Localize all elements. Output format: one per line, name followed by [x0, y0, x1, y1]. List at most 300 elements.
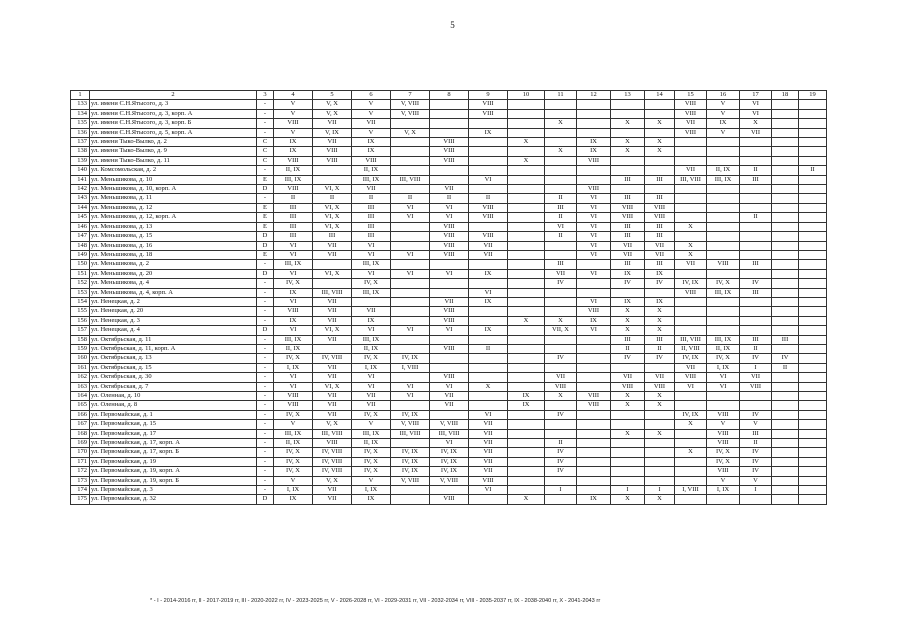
table-cell: X [675, 241, 707, 250]
table-cell: VI [430, 269, 469, 278]
table-cell: VIII [577, 401, 611, 410]
table-cell [707, 185, 740, 194]
table-cell [391, 156, 430, 165]
table-cell: VI [352, 250, 391, 259]
table-cell: - [257, 373, 274, 382]
table-cell: IX [508, 392, 545, 401]
table-cell: VI [740, 109, 772, 118]
table-cell [577, 119, 611, 128]
table-cell: VI [469, 175, 508, 184]
row-number-cell: 170 [71, 448, 90, 457]
table-cell [508, 297, 545, 306]
table-cell: III [645, 335, 675, 344]
table-cell: VII [430, 297, 469, 306]
table-row [71, 138, 827, 147]
table-cell: III [352, 213, 391, 222]
table-cell: VII [430, 185, 469, 194]
row-number-cell: 160 [71, 354, 90, 363]
table-cell [675, 457, 707, 466]
table-cell: VIII [675, 128, 707, 137]
table-cell [772, 392, 799, 401]
table-cell: III [645, 222, 675, 231]
table-row [71, 203, 827, 212]
table-cell: VII [352, 392, 391, 401]
table-row [71, 222, 827, 231]
table-cell [508, 439, 545, 448]
table-cell: VIII [313, 156, 352, 165]
table-cell: IV [545, 448, 577, 457]
table-cell [772, 316, 799, 325]
table-cell: III, VIII [313, 288, 352, 297]
row-number-cell: 161 [71, 363, 90, 372]
table-cell: VI [577, 326, 611, 335]
table-cell [391, 279, 430, 288]
row-number-cell: 166 [71, 410, 90, 419]
table-cell [508, 222, 545, 231]
table-cell [799, 100, 827, 109]
address-cell: ул. Меньшикова, д. 13 [90, 222, 257, 231]
row-number-cell: 134 [71, 109, 90, 118]
table-cell [391, 401, 430, 410]
table-cell: IV, IX [391, 467, 430, 476]
table-cell: VI [675, 382, 707, 391]
table-cell: E [257, 203, 274, 212]
table-row [71, 354, 827, 363]
table-cell: - [257, 410, 274, 419]
table-cell: - [257, 392, 274, 401]
column-header: 10 [508, 91, 545, 100]
table-cell: II [740, 213, 772, 222]
address-cell: ул. Меньшикова, д. 4 [90, 279, 257, 288]
row-number-cell: 157 [71, 326, 90, 335]
address-cell: ул. имени С.Н.Ятысого, д. 3, корп. А [90, 109, 257, 118]
table-cell [675, 307, 707, 316]
table-cell [469, 279, 508, 288]
table-cell: IX [577, 138, 611, 147]
table-cell [508, 467, 545, 476]
table-cell [645, 166, 675, 175]
table-cell [707, 194, 740, 203]
table-cell [799, 373, 827, 382]
table-cell: X [611, 495, 645, 504]
table-cell: VI [577, 194, 611, 203]
table-cell [611, 410, 645, 419]
column-header: 3 [257, 91, 274, 100]
row-number-cell: 167 [71, 420, 90, 429]
table-cell: II [645, 344, 675, 353]
table-cell [799, 213, 827, 222]
table-cell [577, 410, 611, 419]
table-cell [577, 175, 611, 184]
table-cell [707, 495, 740, 504]
table-cell: II, IX [707, 166, 740, 175]
table-cell [391, 147, 430, 156]
table-cell [469, 260, 508, 269]
table-cell [577, 166, 611, 175]
table-cell: IV [772, 354, 799, 363]
address-cell: ул. имени Тыко-Вылко, д. 9 [90, 147, 257, 156]
table-cell [391, 166, 430, 175]
table-cell: IX [577, 316, 611, 325]
address-cell: ул. Октябрьская, д. 11, корп. А [90, 344, 257, 353]
column-header: 6 [352, 91, 391, 100]
table-cell: IV, X [274, 448, 313, 457]
table-cell [577, 100, 611, 109]
table-row [71, 119, 827, 128]
table-cell: VIII [611, 213, 645, 222]
table-cell: VIII [274, 185, 313, 194]
table-cell: IV [611, 354, 645, 363]
table-cell: X [675, 222, 707, 231]
address-cell: ул. Октябрьская, д. 30 [90, 373, 257, 382]
table-cell: III [611, 260, 645, 269]
table-cell: V [274, 420, 313, 429]
table-cell: IV, IX [430, 448, 469, 457]
table-cell [772, 448, 799, 457]
table-cell: IV, IX [391, 410, 430, 419]
row-number-cell: 168 [71, 429, 90, 438]
table-cell: II [611, 344, 645, 353]
table-cell: VII [645, 250, 675, 259]
address-cell: ул. Ненецкая, д. 20 [90, 307, 257, 316]
table-cell: VIII [430, 316, 469, 325]
table-cell: VII [313, 486, 352, 495]
column-header: 18 [772, 91, 799, 100]
table-cell [469, 119, 508, 128]
column-header: 13 [611, 91, 645, 100]
table-row [71, 260, 827, 269]
table-cell: VI [391, 382, 430, 391]
table-cell: IV, X [274, 467, 313, 476]
table-cell [707, 401, 740, 410]
table-cell [545, 166, 577, 175]
table-cell: VI [430, 382, 469, 391]
table-cell: VII [352, 185, 391, 194]
table-cell: IV, X [274, 457, 313, 466]
table-cell [675, 138, 707, 147]
table-cell [799, 194, 827, 203]
table-cell [799, 476, 827, 485]
table-cell [675, 476, 707, 485]
table-cell [313, 260, 352, 269]
table-cell [799, 457, 827, 466]
table-cell: VIII [707, 260, 740, 269]
table-cell: VI [274, 250, 313, 259]
table-cell: VIII [707, 439, 740, 448]
table-cell [577, 344, 611, 353]
row-number-cell: 155 [71, 307, 90, 316]
row-number-cell: 156 [71, 316, 90, 325]
table-cell: X [611, 326, 645, 335]
table-cell [508, 269, 545, 278]
row-number-cell: 140 [71, 166, 90, 175]
table-cell [313, 166, 352, 175]
table-cell: VI [274, 269, 313, 278]
table-cell [611, 363, 645, 372]
table-cell: III, IX [707, 335, 740, 344]
table-cell [313, 279, 352, 288]
table-cell [508, 213, 545, 222]
table-cell: V, VIII [430, 420, 469, 429]
table-cell [675, 392, 707, 401]
table-cell [772, 288, 799, 297]
table-cell [772, 495, 799, 504]
table-cell: С [257, 156, 274, 165]
table-cell: - [257, 401, 274, 410]
table-cell [675, 316, 707, 325]
table-cell [611, 476, 645, 485]
table-cell: IV [611, 279, 645, 288]
address-cell: ул. Меньшикова, д. 20 [90, 269, 257, 278]
table-cell [740, 269, 772, 278]
table-cell: II [545, 232, 577, 241]
table-cell: X [611, 119, 645, 128]
table-cell [675, 269, 707, 278]
table-cell: II [772, 363, 799, 372]
table-cell [799, 138, 827, 147]
table-cell [740, 185, 772, 194]
table-cell: VIII [430, 147, 469, 156]
address-cell: ул. Меньшикова, д. 2 [90, 260, 257, 269]
table-cell [772, 439, 799, 448]
table-cell: VIII [675, 373, 707, 382]
table-cell: VIII [430, 241, 469, 250]
table-cell: - [257, 448, 274, 457]
table-cell: IX [707, 119, 740, 128]
table-cell: IX [274, 288, 313, 297]
table-cell: VII [313, 138, 352, 147]
table-cell: III [352, 203, 391, 212]
table-cell: E [257, 213, 274, 222]
table-cell: VII [675, 260, 707, 269]
table-cell [430, 354, 469, 363]
repair-schedule-table [70, 90, 827, 505]
table-cell: V, X [313, 109, 352, 118]
table-cell [799, 363, 827, 372]
table-cell [799, 288, 827, 297]
table-row [71, 109, 827, 118]
table-cell: X [611, 147, 645, 156]
table-cell [508, 382, 545, 391]
table-cell [772, 260, 799, 269]
table-cell [508, 373, 545, 382]
row-number-cell: 144 [71, 203, 90, 212]
table-cell [799, 119, 827, 128]
table-cell: III [274, 213, 313, 222]
table-cell: III [740, 288, 772, 297]
table-cell [469, 166, 508, 175]
table-cell: VI [577, 250, 611, 259]
row-number-cell: 142 [71, 185, 90, 194]
table-cell [469, 222, 508, 231]
table-cell [508, 203, 545, 212]
table-cell: VII [611, 373, 645, 382]
table-cell: V [707, 109, 740, 118]
table-cell [577, 363, 611, 372]
table-cell: IV [545, 354, 577, 363]
table-cell: VIII [645, 382, 675, 391]
table-cell [740, 194, 772, 203]
table-cell [508, 119, 545, 128]
table-cell: III, VIII [430, 429, 469, 438]
table-cell: IX [611, 297, 645, 306]
table-row [71, 476, 827, 485]
table-cell: X [645, 401, 675, 410]
table-cell: IX [274, 316, 313, 325]
table-cell: - [257, 288, 274, 297]
table-cell: III, IX [352, 288, 391, 297]
table-cell: VI [577, 222, 611, 231]
table-cell: VI [274, 326, 313, 335]
table-cell [740, 222, 772, 231]
table-cell [508, 185, 545, 194]
table-cell: III [740, 429, 772, 438]
table-cell [469, 316, 508, 325]
table-cell: II [799, 166, 827, 175]
table-cell: I [545, 486, 577, 495]
table-row [71, 363, 827, 372]
table-cell: IX [274, 147, 313, 156]
table-cell [707, 326, 740, 335]
table-cell [611, 420, 645, 429]
table-cell [545, 288, 577, 297]
table-cell: VI [352, 241, 391, 250]
table-cell: X [645, 429, 675, 438]
table-cell: VII [352, 307, 391, 316]
table-cell: VII [740, 128, 772, 137]
table-cell: VI [391, 392, 430, 401]
table-row [71, 175, 827, 184]
table-cell [577, 373, 611, 382]
table-cell: VII [645, 373, 675, 382]
table-cell: IV, X [274, 279, 313, 288]
column-header: 8 [430, 91, 469, 100]
table-cell: III [274, 232, 313, 241]
row-number-cell: 151 [71, 269, 90, 278]
table-cell [545, 344, 577, 353]
table-cell: VII [313, 363, 352, 372]
row-number-cell: 162 [71, 373, 90, 382]
table-cell [772, 175, 799, 184]
table-cell [577, 288, 611, 297]
table-cell [577, 457, 611, 466]
table-cell: X [645, 119, 675, 128]
row-number-cell: 146 [71, 222, 90, 231]
table-cell [772, 250, 799, 259]
table-cell [675, 156, 707, 165]
table-cell [508, 335, 545, 344]
table-cell: - [257, 279, 274, 288]
table-cell: VII [469, 429, 508, 438]
address-cell: ул. Октябрьская, д. 7 [90, 382, 257, 391]
table-cell: III, IX [274, 260, 313, 269]
table-cell: IV [545, 467, 577, 476]
table-cell [772, 269, 799, 278]
table-cell [799, 147, 827, 156]
address-cell: ул. Меньшикова, д. 16 [90, 241, 257, 250]
row-number-cell: 139 [71, 156, 90, 165]
table-cell [577, 382, 611, 391]
table-cell [430, 410, 469, 419]
table-cell: X [645, 307, 675, 316]
table-cell: - [257, 429, 274, 438]
table-cell [545, 100, 577, 109]
table-cell: VI [469, 486, 508, 495]
table-cell: VII [313, 410, 352, 419]
table-cell: VIII [469, 232, 508, 241]
table-cell [508, 288, 545, 297]
table-cell: II [391, 194, 430, 203]
table-cell: VII [430, 392, 469, 401]
table-cell: VI [274, 297, 313, 306]
table-cell: E [257, 175, 274, 184]
table-cell: IX [274, 495, 313, 504]
table-cell: IV, X [274, 354, 313, 363]
table-cell [799, 185, 827, 194]
table-cell [545, 476, 577, 485]
table-cell: V, VIII [430, 476, 469, 485]
table-cell: IX [611, 269, 645, 278]
table-cell: IV [545, 410, 577, 419]
table-cell: VII [313, 241, 352, 250]
table-cell [799, 156, 827, 165]
table-cell: IV, X [352, 279, 391, 288]
table-cell [469, 138, 508, 147]
table-cell: IV, IX [430, 457, 469, 466]
table-cell [391, 373, 430, 382]
table-cell: III [545, 260, 577, 269]
table-cell [707, 138, 740, 147]
table-cell: VII [545, 373, 577, 382]
table-cell: III, IX [352, 429, 391, 438]
table-cell: VII [469, 241, 508, 250]
table-cell [545, 335, 577, 344]
table-cell: I, IX [707, 486, 740, 495]
address-cell: ул. Ненецкая, д. 2 [90, 297, 257, 306]
table-cell: X [645, 316, 675, 325]
table-cell [772, 156, 799, 165]
table-cell [799, 250, 827, 259]
table-cell [577, 476, 611, 485]
table-cell [772, 420, 799, 429]
table-cell [799, 307, 827, 316]
table-row [71, 279, 827, 288]
row-number-cell: 133 [71, 100, 90, 109]
table-cell: VIII [545, 382, 577, 391]
table-cell: IX [577, 147, 611, 156]
address-cell: ул. Первомайская, д. 32 [90, 495, 257, 504]
table-cell [391, 344, 430, 353]
table-cell: E [257, 222, 274, 231]
table-cell [545, 429, 577, 438]
table-cell: - [257, 297, 274, 306]
table-cell [799, 344, 827, 353]
table-cell [611, 467, 645, 476]
table-cell [799, 429, 827, 438]
table-cell: III [611, 175, 645, 184]
table-row [71, 147, 827, 156]
table-cell [545, 307, 577, 316]
table-cell [740, 138, 772, 147]
table-cell: IV, VIII [313, 457, 352, 466]
table-cell: - [257, 316, 274, 325]
table-cell [430, 109, 469, 118]
table-cell [430, 260, 469, 269]
table-cell [799, 392, 827, 401]
table-cell: VI [391, 250, 430, 259]
table-cell: D [257, 185, 274, 194]
table-cell: II [545, 194, 577, 203]
